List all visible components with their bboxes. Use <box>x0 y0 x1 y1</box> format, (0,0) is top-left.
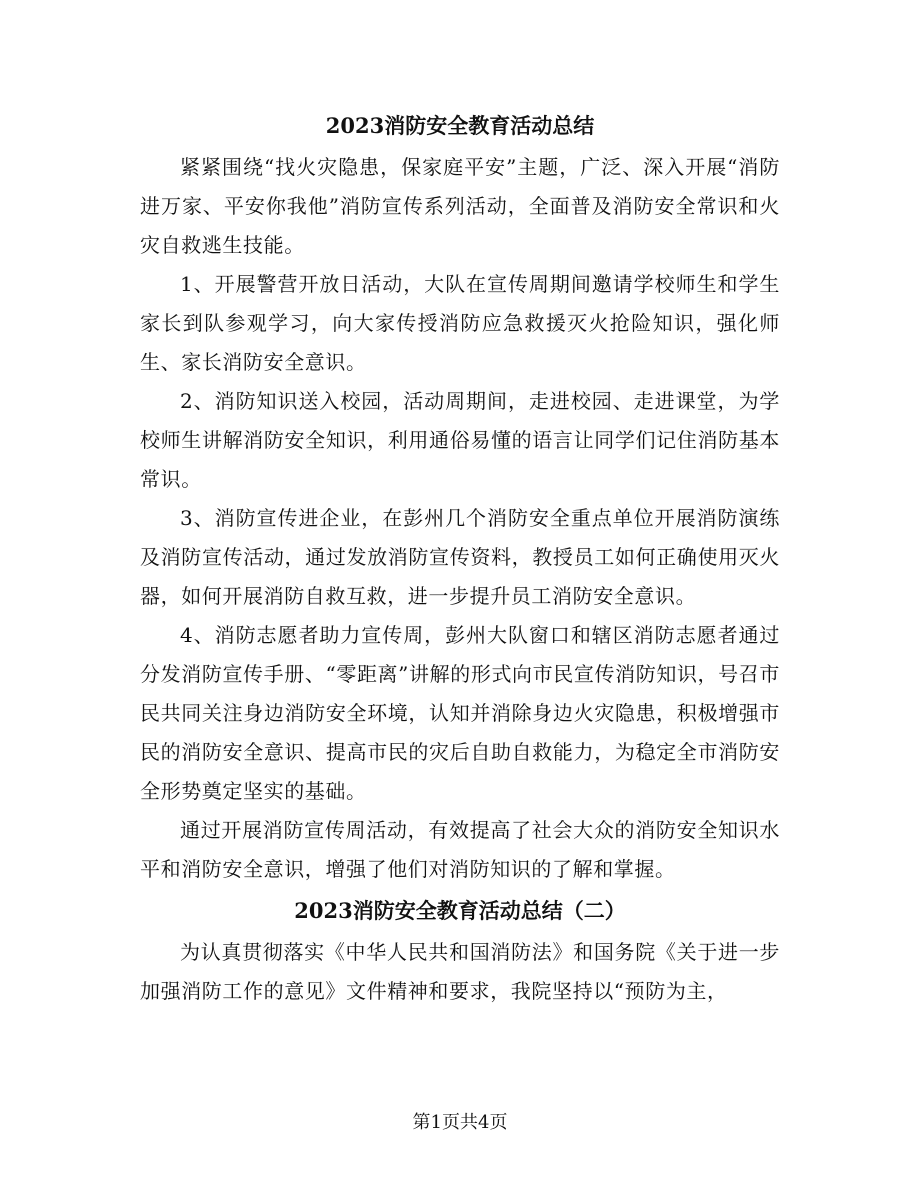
item-4-paragraph: 4、消防志愿者助力宣传周，彭州大队窗口和辖区消防志愿者通过分发消防宣传手册、“零距离”讲解的形式向市民宣传消防知识，号召市民共同关注身边消防安全环境，认知并消除身边火灾隐患，积极增强市民的消防安全意识、提高市民的灾后自助自救能力，为稳定全市消防安全形势奠定坚实的基础。 <box>140 623 780 803</box>
page-number: 第1页共4页 <box>412 1112 508 1133</box>
item-2-paragraph: 2、消防知识送入校园，活动周期间，走进校园、走进课堂，为学校师生讲解消防安全知识，利用通俗易懂的语言让同学们记住消防基本常识。 <box>140 389 780 491</box>
intro-paragraph: 紧紧围绕“找火灾隐患，保家庭平安”主题，广泛、深入开展“消防进万家、平安你我他”消防宣传系列活动，全面普及消防安全常识和火灾自救逃生技能。 <box>140 155 780 257</box>
conclusion-paragraph: 通过开展消防宣传周活动，有效提高了社会大众的消防安全知识水平和消防安全意识，增强了他们对消防知识的了解和掌握。 <box>140 818 780 881</box>
item-1-paragraph: 1、开展警营开放日活动，大队在宣传周期间邀请学校师生和学生家长到队参观学习，向大家传授消防应急救援灭火抢险知识，强化师生、家长消防安全意识。 <box>140 272 780 374</box>
document-body <box>140 104 780 1011</box>
document-title: 2023消防安全教育活动总结 <box>325 113 595 138</box>
item-3-paragraph: 3、消防宣传进企业，在彭州几个消防安全重点单位开展消防演练及消防宣传活动，通过发放消防宣传资料，教授员工如何正确使用灭火器，如何开展消防自救互救，进一步提升员工消防安全意识。 <box>140 506 780 608</box>
second-intro-paragraph: 为认真贯彻落实《中华人民共和国消防法》和国务院《关于进一步加强消防工作的意见》文件精神和要求，我院坚持以“预防为主， <box>140 940 780 1003</box>
second-title: 2023消防安全教育活动总结（二） <box>294 898 626 923</box>
